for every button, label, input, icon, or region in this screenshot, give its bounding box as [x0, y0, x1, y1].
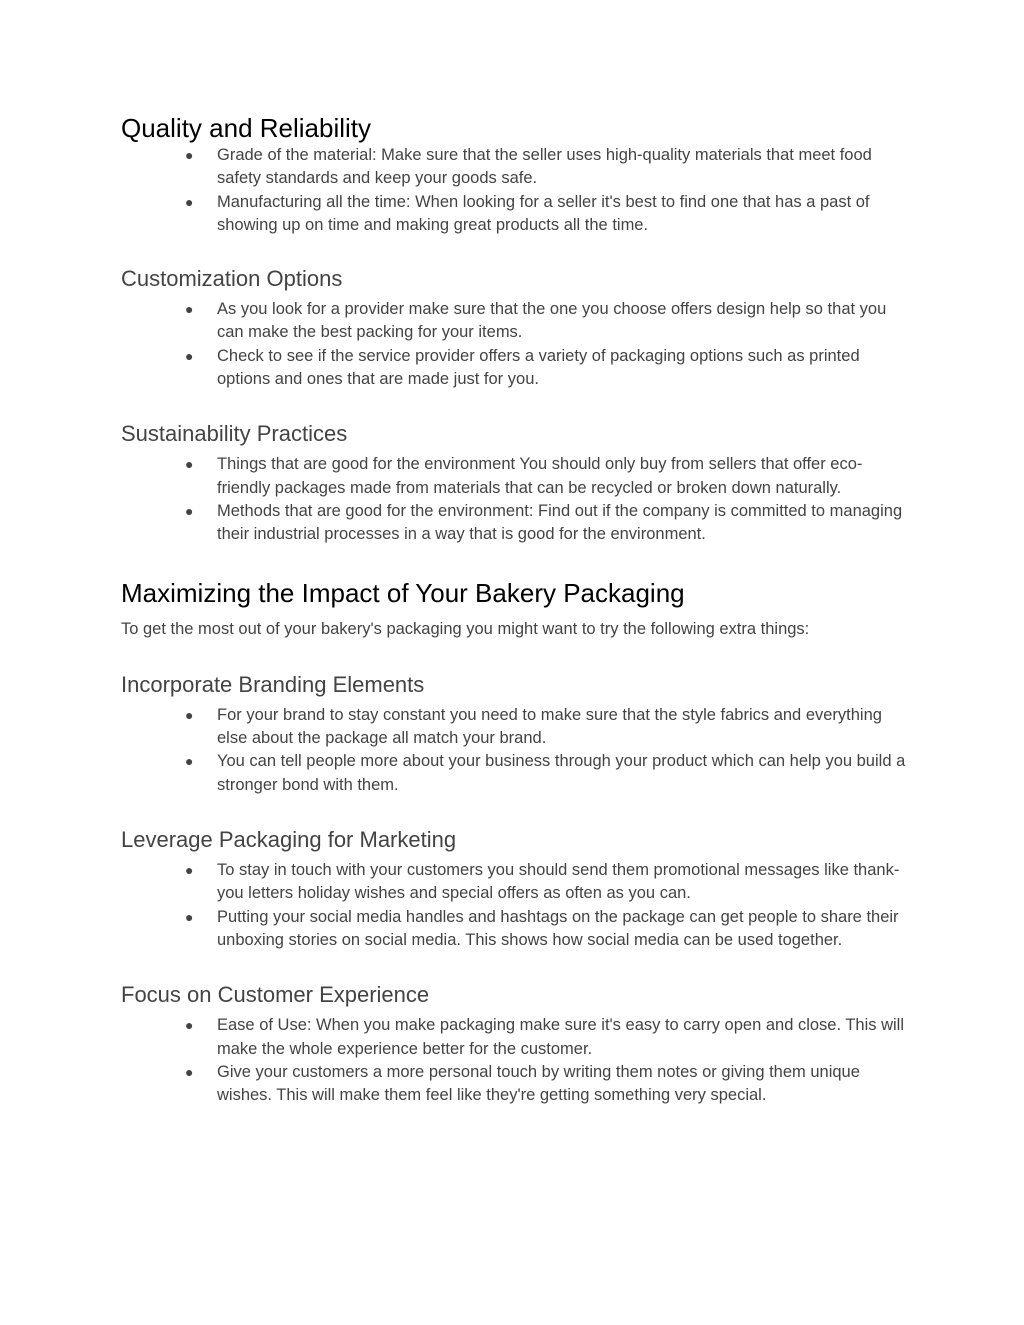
bullet-icon: ● [185, 193, 194, 210]
bullet-icon: ● [185, 862, 194, 879]
list-item-text: Things that are good for the environment You should only buy from sellers that offer eco-friendly packages made from materials that can be recycled or broken down naturally. [217, 455, 863, 497]
list-item [121, 1061, 911, 1108]
bullet-icon: ● [185, 706, 194, 723]
bullet-icon: ● [185, 147, 194, 163]
document-page [121, 112, 911, 1107]
list-item-text: As you look for a provider make sure that the one you choose offers design help so that you can make the best packing for your items. [217, 300, 887, 342]
list-experience [121, 1014, 911, 1107]
bullet-icon: ● [185, 1017, 194, 1034]
list-item [121, 500, 911, 547]
list-item-text: You can tell people more about your business through your product which can help you build a stronger bond with them. [217, 752, 906, 794]
list-item-text: Grade of the material: Make sure that the seller uses high-quality materials that meet food safety standards and keep your goods safe. [217, 146, 872, 188]
intro-paragraph: To get the most out of your bakery's packaging you might want to try the following extra things: [121, 619, 810, 638]
list-item-text: Manufacturing all the time: When looking for a seller it's best to find one that has a past of showing up on time and making great products all the time. [217, 192, 870, 234]
heading-leverage-marketing: Leverage Packaging for Marketing [121, 827, 457, 853]
list-item [121, 298, 911, 345]
list-item [121, 750, 911, 797]
list-item [121, 859, 911, 906]
list-sustainability [121, 453, 911, 546]
heading-quality-reliability: Quality and Reliability [121, 113, 372, 143]
list-branding [121, 704, 911, 797]
list-item [121, 704, 911, 751]
list-item-text: Ease of Use: When you make packaging make sure it's easy to carry open and close. This will make the whole experience better for the customer. [217, 1016, 905, 1058]
heading-sustainability-practices: Sustainability Practices [121, 421, 348, 447]
bullet-icon: ● [185, 301, 194, 318]
list-item [121, 345, 911, 392]
list-item-text: For your brand to stay constant you need to make sure that the style fabrics and everything else about the package all match your brand. [217, 705, 882, 748]
list-item [121, 1014, 911, 1061]
list-marketing [121, 859, 911, 952]
list-quality [121, 144, 911, 237]
list-item [121, 453, 911, 500]
bullet-icon: ● [185, 456, 194, 473]
list-item [121, 144, 911, 191]
heading-maximizing-impact: Maximizing the Impact of Your Bakery Packaging [121, 577, 685, 608]
list-item-text: Putting your social media handles and hashtags on the package can get people to share their unboxing stories on social media. This shows how social media can be used together. [217, 907, 899, 949]
list-item [121, 906, 911, 953]
bullet-icon: ● [185, 753, 194, 770]
list-item-text: Methods that are good for the environment: Find out if the company is committed to managing their industrial processes in a way that is good for the environment. [217, 501, 903, 544]
bullet-icon: ● [185, 1063, 194, 1080]
list-item-text: Give your customers a more personal touch by writing them notes or giving them unique wishes. This will make them feel like they're getting something very special. [217, 1062, 860, 1105]
heading-incorporate-branding: Incorporate Branding Elements [121, 671, 425, 697]
list-item [121, 191, 911, 238]
list-customization [121, 298, 911, 391]
bullet-icon: ● [185, 347, 194, 364]
list-item-text: Check to see if the service provider offers a variety of packaging options such as printed options and ones that are made just for you. [217, 346, 860, 389]
bullet-icon: ● [185, 502, 194, 519]
heading-customer-experience: Focus on Customer Experience [121, 982, 430, 1008]
heading-customization-options: Customization Options [121, 266, 343, 292]
bullet-icon: ● [185, 908, 194, 925]
list-item-text: To stay in touch with your customers you should send them promotional messages like thank-you letters holiday wishes and special offers as often as you can. [217, 861, 900, 903]
